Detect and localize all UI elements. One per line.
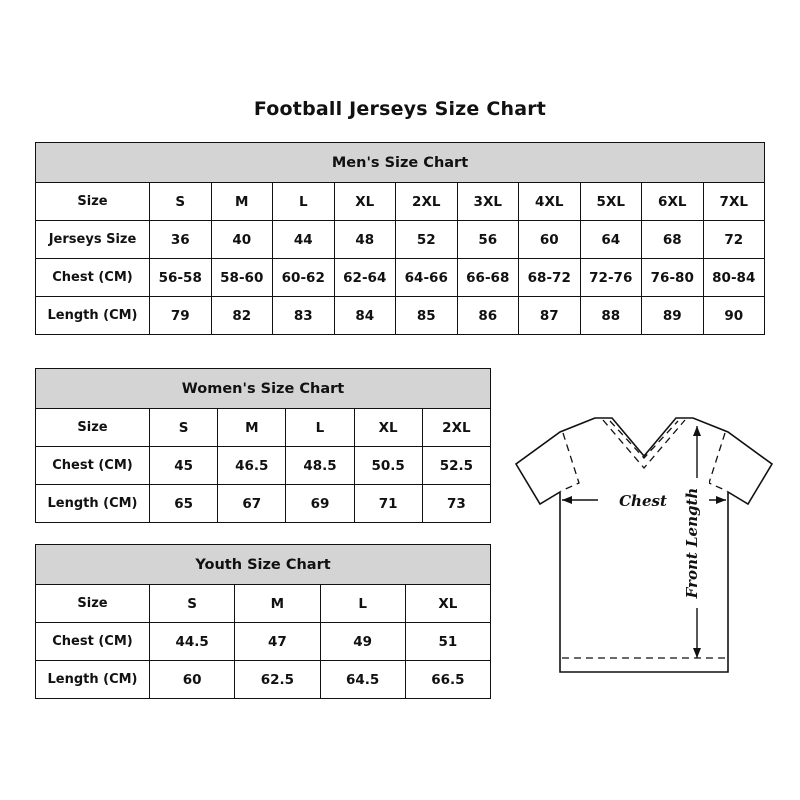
mens-table-header xyxy=(36,143,765,221)
table-row xyxy=(36,623,491,661)
front-length-arrow-top xyxy=(693,426,701,436)
womens-col-header: 2XL xyxy=(422,409,490,447)
mens-row-label: Jerseys Size xyxy=(36,221,150,259)
table-column-header-row xyxy=(36,183,765,221)
womens-col-header: L xyxy=(286,409,354,447)
youth-size-table xyxy=(35,544,491,699)
table-cell: 48.5 xyxy=(286,447,354,485)
table-row xyxy=(36,447,491,485)
table-section-header-row xyxy=(36,545,491,585)
table-cell: 66.5 xyxy=(405,661,490,699)
table-cell: 44.5 xyxy=(150,623,235,661)
table-cell: 56 xyxy=(457,221,519,259)
tshirt-outline-icon xyxy=(500,400,785,710)
table-column-header-row xyxy=(36,409,491,447)
table-cell: 52 xyxy=(396,221,458,259)
table-cell: 40 xyxy=(211,221,273,259)
table-row xyxy=(36,259,765,297)
table-cell: 68 xyxy=(642,221,704,259)
table-cell: 60-62 xyxy=(273,259,335,297)
womens-row-label: Length (CM) xyxy=(36,485,150,523)
table-row xyxy=(36,221,765,259)
table-section-header-row xyxy=(36,143,765,183)
table-cell: 69 xyxy=(286,485,354,523)
table-cell: 62.5 xyxy=(235,661,320,699)
mens-size-table xyxy=(35,142,765,335)
table-row xyxy=(36,297,765,335)
youth-col-header: L xyxy=(320,585,405,623)
table-cell: 73 xyxy=(422,485,490,523)
table-cell: 60 xyxy=(150,661,235,699)
mens-col-header: XL xyxy=(334,183,396,221)
mens-size-chart-container xyxy=(35,142,765,335)
front-length-label: Front Length xyxy=(683,487,701,599)
table-cell: 80-84 xyxy=(703,259,765,297)
chest-label: Chest xyxy=(619,492,667,510)
table-cell: 45 xyxy=(150,447,218,485)
table-cell: 71 xyxy=(354,485,422,523)
table-cell: 66-68 xyxy=(457,259,519,297)
youth-section-header: Youth Size Chart xyxy=(36,545,491,585)
left-sleeve-seam-dash xyxy=(561,433,579,491)
mens-col-header: L xyxy=(273,183,335,221)
table-cell: 46.5 xyxy=(218,447,286,485)
youth-col-header: M xyxy=(235,585,320,623)
youth-row-label-header: Size xyxy=(36,585,150,623)
table-cell: 85 xyxy=(396,297,458,335)
table-cell: 64.5 xyxy=(320,661,405,699)
table-row xyxy=(36,661,491,699)
mens-col-header: 2XL xyxy=(396,183,458,221)
table-cell: 62-64 xyxy=(334,259,396,297)
youth-row-label: Chest (CM) xyxy=(36,623,150,661)
mens-row-label: Length (CM) xyxy=(36,297,150,335)
table-cell: 82 xyxy=(211,297,273,335)
table-cell: 90 xyxy=(703,297,765,335)
womens-size-chart-container xyxy=(35,368,491,523)
table-cell: 87 xyxy=(519,297,581,335)
table-cell: 49 xyxy=(320,623,405,661)
youth-table-header xyxy=(36,545,491,623)
table-column-header-row xyxy=(36,585,491,623)
table-cell: 36 xyxy=(150,221,212,259)
womens-row-label-header: Size xyxy=(36,409,150,447)
mens-row-label-header: Size xyxy=(36,183,150,221)
table-cell: 50.5 xyxy=(354,447,422,485)
right-sleeve-seam-dash xyxy=(709,433,727,491)
table-cell: 79 xyxy=(150,297,212,335)
womens-col-header: M xyxy=(218,409,286,447)
table-cell: 60 xyxy=(519,221,581,259)
table-cell: 88 xyxy=(580,297,642,335)
table-cell: 76-80 xyxy=(642,259,704,297)
mens-col-header: 4XL xyxy=(519,183,581,221)
page-title: Football Jerseys Size Chart xyxy=(253,98,547,120)
table-cell: 44 xyxy=(273,221,335,259)
chest-arrow-right xyxy=(716,496,726,504)
table-cell: 72-76 xyxy=(580,259,642,297)
collar-dash-outer xyxy=(603,420,685,468)
mens-row-label: Chest (CM) xyxy=(36,259,150,297)
mens-col-header: 3XL xyxy=(457,183,519,221)
chest-arrow-left xyxy=(562,496,572,504)
table-cell: 89 xyxy=(642,297,704,335)
table-cell: 51 xyxy=(405,623,490,661)
mens-col-header: M xyxy=(211,183,273,221)
mens-col-header: 7XL xyxy=(703,183,765,221)
womens-size-table xyxy=(35,368,491,523)
table-section-header-row xyxy=(36,369,491,409)
table-cell: 72 xyxy=(703,221,765,259)
womens-table-body xyxy=(36,447,491,523)
mens-col-header: 5XL xyxy=(580,183,642,221)
table-cell: 68-72 xyxy=(519,259,581,297)
table-cell: 56-58 xyxy=(150,259,212,297)
womens-col-header: XL xyxy=(354,409,422,447)
table-row xyxy=(36,485,491,523)
youth-size-chart-container xyxy=(35,544,491,699)
table-cell: 64-66 xyxy=(396,259,458,297)
mens-table-body xyxy=(36,221,765,335)
table-cell: 52.5 xyxy=(422,447,490,485)
womens-col-header: S xyxy=(150,409,218,447)
youth-row-label: Length (CM) xyxy=(36,661,150,699)
youth-col-header: S xyxy=(150,585,235,623)
mens-col-header: S xyxy=(150,183,212,221)
table-cell: 48 xyxy=(334,221,396,259)
jersey-measurement-diagram xyxy=(500,400,785,710)
shirt-body-outline xyxy=(516,418,772,672)
table-cell: 47 xyxy=(235,623,320,661)
table-cell: 58-60 xyxy=(211,259,273,297)
mens-section-header: Men's Size Chart xyxy=(36,143,765,183)
youth-col-header: XL xyxy=(405,585,490,623)
table-cell: 64 xyxy=(580,221,642,259)
table-cell: 86 xyxy=(457,297,519,335)
youth-table-body xyxy=(36,623,491,699)
womens-table-header xyxy=(36,369,491,447)
front-length-arrow-bottom xyxy=(693,648,701,658)
table-cell: 83 xyxy=(273,297,335,335)
table-cell: 84 xyxy=(334,297,396,335)
womens-section-header: Women's Size Chart xyxy=(36,369,491,409)
womens-row-label: Chest (CM) xyxy=(36,447,150,485)
table-cell: 65 xyxy=(150,485,218,523)
table-cell: 67 xyxy=(218,485,286,523)
mens-col-header: 6XL xyxy=(642,183,704,221)
